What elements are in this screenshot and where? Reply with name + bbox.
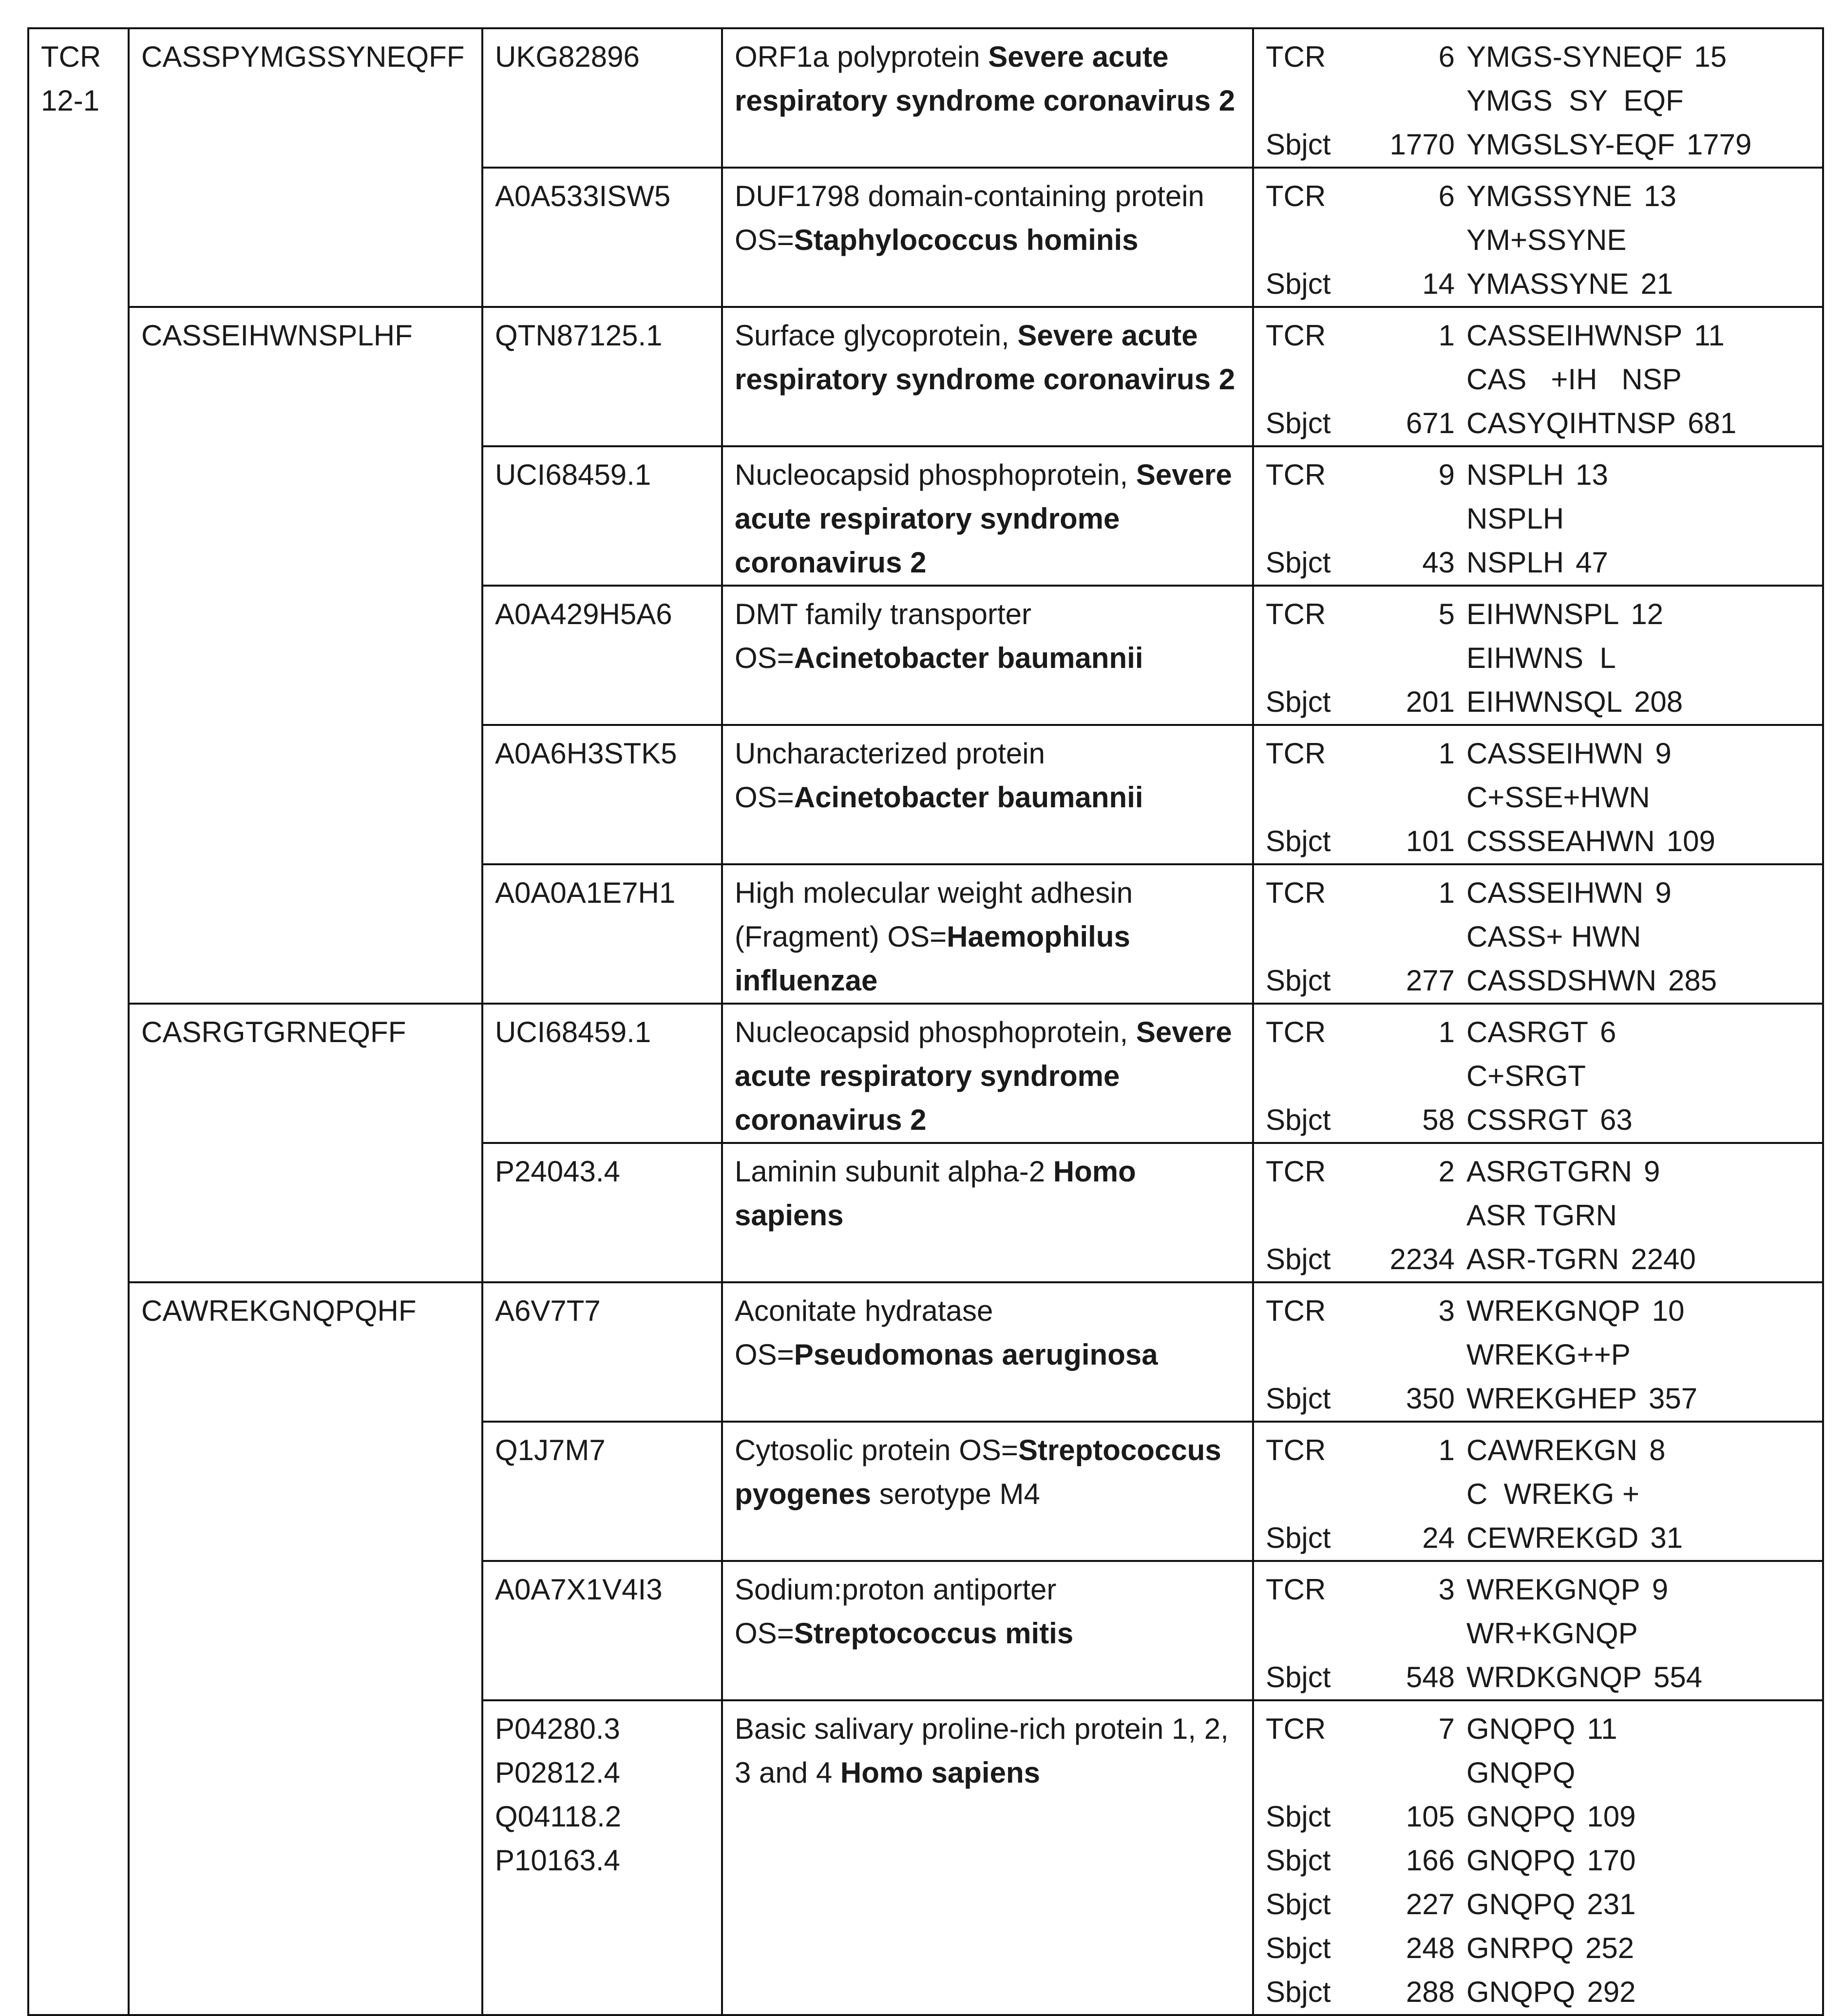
alignment-label: TCR — [1266, 737, 1326, 770]
subject-line — [1266, 1970, 1810, 2014]
alignment-start: 227 — [1406, 1888, 1455, 1921]
query-line — [1266, 871, 1810, 915]
query-line — [1266, 1707, 1810, 1751]
accession-id: P02812.4 — [495, 1756, 620, 1789]
alignment-sequence: YMASSYNE — [1466, 267, 1629, 300]
alignment-label: Sbjct — [1266, 407, 1331, 439]
alignment-start: 105 — [1406, 1800, 1455, 1833]
alignment-start: 1 — [1438, 1434, 1455, 1466]
alignment-cell — [1253, 1143, 1823, 1282]
accession-id: A0A533ISW5 — [495, 180, 671, 212]
alignment-sequence: CEWREKGD — [1466, 1522, 1639, 1554]
accession-id: P10163.4 — [495, 1844, 620, 1877]
subject-line — [1266, 401, 1810, 445]
table-row — [28, 1004, 1823, 1143]
description-cell — [722, 446, 1253, 586]
alignment-label: Sbjct — [1266, 1661, 1331, 1693]
alignment-start: 671 — [1406, 407, 1455, 439]
match-line: NSPLH — [1466, 502, 1564, 535]
alignment-end: 6 — [1600, 1016, 1616, 1048]
alignment-cell — [1253, 586, 1823, 725]
query-line — [1266, 35, 1810, 79]
description-cell — [722, 864, 1253, 1004]
alignment-end: 9 — [1655, 876, 1672, 909]
alignment-label: Sbjct — [1266, 1844, 1331, 1877]
description-cell — [722, 1143, 1253, 1282]
alignment-label: TCR — [1266, 876, 1326, 909]
alignment-start: 9 — [1438, 458, 1455, 491]
alignment-end: 208 — [1634, 685, 1683, 718]
alignment-label: TCR — [1266, 1573, 1326, 1606]
alignment-cell — [1253, 1004, 1823, 1143]
cdr3-cell — [129, 28, 482, 307]
alignment-start: 1770 — [1389, 128, 1455, 161]
cdr3-sequence: CASSEIHWNSPLHF — [141, 319, 413, 352]
accession-id: A0A0A1E7H1 — [495, 876, 676, 909]
protein-description: Surface glycoprotein, — [735, 319, 1018, 352]
accession-id: UKG82896 — [495, 40, 640, 73]
table-row — [28, 1282, 1823, 1422]
alignment-start: 288 — [1406, 1976, 1455, 2008]
alignment-start: 277 — [1406, 964, 1455, 997]
alignment-end: 13 — [1576, 458, 1608, 491]
subject-line — [1266, 541, 1810, 585]
cdr3-cell — [129, 1282, 482, 2015]
alignment-end: 15 — [1694, 40, 1727, 73]
alignment-sequence: YMGSLSY-EQF — [1466, 128, 1675, 161]
subject-line — [1266, 1516, 1810, 1560]
alignment-end: 170 — [1587, 1844, 1636, 1877]
alignment-end: 231 — [1587, 1888, 1636, 1921]
accession-cell — [482, 1561, 722, 1700]
subject-line — [1266, 819, 1810, 863]
protein-description: DUF1798 domain-containing protein OS= — [735, 180, 1204, 256]
alignment-start: 58 — [1422, 1103, 1455, 1136]
accession-id: P04280.3 — [495, 1712, 620, 1745]
query-line — [1266, 1568, 1810, 1612]
alignment-end: 357 — [1649, 1382, 1698, 1415]
accession-cell — [482, 586, 722, 725]
protein-description: DMT family transporter OS= — [735, 598, 1032, 674]
accession-cell — [482, 307, 722, 446]
match-line: GNQPQ — [1466, 1756, 1576, 1789]
alignment-sequence: GNQPQ — [1466, 1712, 1576, 1745]
alignment-start: 2 — [1438, 1155, 1455, 1188]
alignment-start: 201 — [1406, 685, 1455, 718]
match-line: WR+KGNQP — [1466, 1617, 1638, 1650]
organism-name: Acinetobacter baumannii — [794, 781, 1143, 814]
alignment-end: 554 — [1654, 1661, 1703, 1693]
alignment-sequence: YMGS-SYNEQF — [1466, 40, 1683, 73]
alignment-end: 9 — [1652, 1573, 1669, 1606]
match-line: WREKG++P — [1466, 1338, 1631, 1371]
alignment-label: Sbjct — [1266, 1800, 1331, 1833]
alignment-sequence: GNQPQ — [1466, 1888, 1576, 1921]
cdr3-sequence: CASRGTGRNEQFF — [141, 1016, 406, 1048]
alignment-label: Sbjct — [1266, 546, 1331, 579]
clone-label: TCR — [41, 40, 101, 73]
alignment-cell — [1253, 864, 1823, 1004]
alignment-sequence: YMGSSYNE — [1466, 180, 1633, 212]
protein-description: Nucleocapsid phosphoprotein, — [735, 1016, 1136, 1048]
alignment-sequence: CAWREKGN — [1466, 1434, 1638, 1466]
alignment-sequence: CSSRGT — [1466, 1103, 1589, 1136]
accession-cell — [482, 1422, 722, 1561]
alignment-cell — [1253, 446, 1823, 586]
alignment-start: 1 — [1438, 319, 1455, 352]
description-cell — [722, 1561, 1253, 1700]
alignment-label: TCR — [1266, 40, 1326, 73]
alignment-start: 1 — [1438, 1016, 1455, 1048]
alignment-start: 350 — [1406, 1382, 1455, 1415]
alignment-sequence: ASRGTGRN — [1466, 1155, 1633, 1188]
match-line: C+SRGT — [1466, 1060, 1586, 1092]
alignment-sequence: CASSDSHWN — [1466, 964, 1657, 997]
alignment-sequence: GNQPQ — [1466, 1976, 1576, 2008]
alignment-label: TCR — [1266, 1294, 1326, 1327]
alignment-end: 11 — [1694, 319, 1725, 352]
query-line — [1266, 1150, 1810, 1194]
match-line: YM+SSYNE — [1466, 224, 1627, 256]
description-cell — [722, 28, 1253, 168]
alignment-end: 10 — [1652, 1294, 1685, 1327]
match-line: C WREKG + — [1466, 1478, 1640, 1510]
alignment-label: Sbjct — [1266, 964, 1331, 997]
cdr3-cell — [129, 1004, 482, 1282]
alignment-end: 11 — [1587, 1712, 1617, 1745]
match-line: EIHWNS L — [1466, 642, 1616, 674]
alignment-start: 5 — [1438, 598, 1455, 630]
protein-description: Aconitate hydratase OS= — [735, 1294, 993, 1371]
query-line — [1266, 592, 1810, 636]
alignment-end: 1779 — [1686, 128, 1752, 161]
subject-line — [1266, 1795, 1810, 1839]
alignment-start: 548 — [1406, 1661, 1455, 1693]
query-line — [1266, 314, 1810, 358]
alignment-cell — [1253, 1700, 1823, 2015]
alignment-sequence: EIHWNSPL — [1466, 598, 1619, 630]
alignment-end: 2240 — [1631, 1243, 1696, 1275]
protein-description: Uncharacterized protein OS= — [735, 737, 1046, 814]
alignment-label: Sbjct — [1266, 1522, 1331, 1554]
alignment-cell — [1253, 1561, 1823, 1700]
alignment-end: 8 — [1649, 1434, 1666, 1466]
subject-line — [1266, 1237, 1810, 1281]
match-line: CAS +IH NSP — [1466, 363, 1682, 396]
alignment-label: Sbjct — [1266, 1103, 1331, 1136]
alignment-sequence: NSPLH — [1466, 546, 1564, 579]
query-line — [1266, 732, 1810, 776]
accession-id: P24043.4 — [495, 1155, 620, 1188]
alignment-start: 14 — [1422, 267, 1455, 300]
alignment-end: 13 — [1644, 180, 1676, 212]
accession-id: A0A429H5A6 — [495, 598, 672, 630]
protein-description: Cytosolic protein OS= — [735, 1434, 1018, 1466]
alignment-cell — [1253, 307, 1823, 446]
match-line: CASS+ HWN — [1466, 920, 1641, 953]
alignment-sequence: WREKGNQP — [1466, 1573, 1640, 1606]
accession-cell — [482, 864, 722, 1004]
query-line — [1266, 453, 1810, 497]
alignment-label: Sbjct — [1266, 267, 1331, 300]
accession-cell — [482, 1700, 722, 2015]
accession-cell — [482, 1004, 722, 1143]
table-row — [28, 307, 1823, 446]
alignment-sequence: CASSEIHWNSP — [1466, 319, 1683, 352]
alignment-end: 47 — [1576, 546, 1608, 579]
table-row — [28, 28, 1823, 168]
organism-name: Homo sapiens — [735, 1155, 1136, 1232]
protein-description: ORF1a polyprotein — [735, 40, 989, 73]
description-cell — [722, 1700, 1253, 2015]
protein-description: Basic salivary proline-rich protein 1, 2, 3 and 4 — [735, 1712, 1229, 1789]
accession-id: UCI68459.1 — [495, 1016, 651, 1048]
accession-cell — [482, 725, 722, 864]
alignment-start: 101 — [1406, 825, 1455, 857]
alignment-start: 6 — [1438, 40, 1455, 73]
alignment-label: Sbjct — [1266, 685, 1331, 718]
subject-line — [1266, 1883, 1810, 1926]
organism-name: Haemophilus influenzae — [735, 920, 1130, 997]
accession-cell — [482, 1143, 722, 1282]
alignment-start: 166 — [1406, 1844, 1455, 1877]
alignment-sequence: EIHWNSQL — [1466, 685, 1623, 718]
alignment-start: 3 — [1438, 1573, 1455, 1606]
alignment-end: 12 — [1631, 598, 1664, 630]
alignment-end: 9 — [1655, 737, 1672, 770]
alignment-label: TCR — [1266, 1434, 1326, 1466]
alignment-cell — [1253, 168, 1823, 307]
description-cell — [722, 307, 1253, 446]
alignment-end: 285 — [1668, 964, 1717, 997]
accession-id: QTN87125.1 — [495, 319, 663, 352]
clone-cell — [28, 28, 129, 2015]
alignment-label: Sbjct — [1266, 1932, 1331, 1964]
subject-line — [1266, 1839, 1810, 1883]
alignment-sequence: CSSSEAHWN — [1466, 825, 1655, 857]
description-cell — [722, 168, 1253, 307]
alignment-label: Sbjct — [1266, 1888, 1331, 1921]
organism-name: Acinetobacter baumannii — [794, 642, 1143, 674]
alignment-sequence: GNRPQ — [1466, 1932, 1574, 1964]
query-line — [1266, 174, 1810, 218]
accession-id: A6V7T7 — [495, 1294, 601, 1327]
description-cell — [722, 1004, 1253, 1143]
alignment-end: 21 — [1640, 267, 1673, 300]
match-line: ASR TGRN — [1466, 1199, 1617, 1232]
alignment-label: TCR — [1266, 1155, 1326, 1188]
alignment-label: Sbjct — [1266, 128, 1331, 161]
alignment-start: 248 — [1406, 1932, 1455, 1964]
alignment-label: Sbjct — [1266, 1243, 1331, 1275]
protein-description: Nucleocapsid phosphoprotein, — [735, 458, 1136, 491]
alignment-sequence: NSPLH — [1466, 458, 1564, 491]
alignment-label: TCR — [1266, 180, 1326, 212]
alignment-cell — [1253, 1422, 1823, 1561]
alignment-sequence: GNQPQ — [1466, 1844, 1576, 1877]
accession-id: Q1J7M7 — [495, 1434, 606, 1466]
alignment-label: Sbjct — [1266, 825, 1331, 857]
alignment-start: 3 — [1438, 1294, 1455, 1327]
organism-name: Severe acute respiratory syndrome coronavirus 2 — [735, 40, 1236, 117]
subject-line — [1266, 1377, 1810, 1421]
alignment-start: 43 — [1422, 546, 1455, 579]
subject-line — [1266, 959, 1810, 1003]
subject-line — [1266, 1098, 1810, 1142]
table-body — [28, 28, 1823, 2015]
match-line: YMGS SY EQF — [1466, 84, 1684, 117]
organism-name: Severe acute respiratory syndrome coronavirus 2 — [735, 458, 1232, 579]
alignment-start: 1 — [1438, 737, 1455, 770]
accession-id: A0A6H3STK5 — [495, 737, 677, 770]
alignment-cell — [1253, 1282, 1823, 1422]
alignment-start: 1 — [1438, 876, 1455, 909]
alignment-sequence: WREKGHEP — [1466, 1382, 1637, 1415]
alignment-sequence: WRDKGNQP — [1466, 1661, 1642, 1693]
alignment-start: 2234 — [1389, 1243, 1455, 1275]
alignment-sequence: CASRGT — [1466, 1016, 1589, 1048]
description-cell — [722, 586, 1253, 725]
alignment-label: TCR — [1266, 598, 1326, 630]
organism-name: Pseudomonas aeruginosa — [794, 1338, 1158, 1371]
accession-id: Q04118.2 — [495, 1800, 622, 1833]
protein-description: Sodium:proton antiporter OS= — [735, 1573, 1057, 1650]
query-line — [1266, 1289, 1810, 1333]
alignment-label: TCR — [1266, 319, 1326, 352]
accession-cell — [482, 168, 722, 307]
alignment-sequence: WREKGNQP — [1466, 1294, 1640, 1327]
accession-cell — [482, 1282, 722, 1422]
subject-line — [1266, 262, 1810, 306]
alignment-end: 109 — [1587, 1800, 1636, 1833]
cdr3-sequence: CASSPYMGSSYNEQFF — [141, 40, 465, 73]
accession-id: A0A7X1V4I3 — [495, 1573, 663, 1606]
protein-description: High molecular weight adhesin (Fragment) OS= — [735, 876, 1133, 953]
alignment-start: 7 — [1438, 1712, 1455, 1745]
alignment-label: TCR — [1266, 1016, 1326, 1048]
alignment-cell — [1253, 725, 1823, 864]
organism-name: Streptococcus mitis — [794, 1617, 1074, 1650]
alignment-sequence: CASYQIHTNSP — [1466, 407, 1676, 439]
accession-cell — [482, 446, 722, 586]
alignment-start: 24 — [1422, 1522, 1455, 1554]
description-cell — [722, 725, 1253, 864]
match-line: C+SSE+HWN — [1466, 781, 1650, 814]
organism-name: Severe acute respiratory syndrome coronavirus 2 — [735, 319, 1236, 396]
alignment-label: TCR — [1266, 458, 1326, 491]
query-line — [1266, 1010, 1810, 1054]
alignment-label: TCR — [1266, 1712, 1326, 1745]
alignment-end: 252 — [1585, 1932, 1635, 1964]
organism-name: Staphylococcus hominis — [794, 224, 1139, 256]
alignment-sequence: GNQPQ — [1466, 1800, 1576, 1833]
subject-line — [1266, 1926, 1810, 1970]
subject-line — [1266, 680, 1810, 724]
accession-id: UCI68459.1 — [495, 458, 651, 491]
alignment-end: 9 — [1644, 1155, 1660, 1188]
protein-description: serotype M4 — [871, 1478, 1040, 1510]
alignment-end: 31 — [1650, 1522, 1683, 1554]
alignment-sequence: ASR-TGRN — [1466, 1243, 1619, 1275]
alignment-label: Sbjct — [1266, 1382, 1331, 1415]
cdr3-cell — [129, 307, 482, 1004]
blast-results-table — [27, 27, 1824, 2016]
accession-cell — [482, 28, 722, 168]
alignment-label: Sbjct — [1266, 1976, 1331, 2008]
alignment-end: 63 — [1600, 1103, 1633, 1136]
cdr3-sequence: CAWREKGNQPQHF — [141, 1294, 417, 1327]
description-cell — [722, 1282, 1253, 1422]
alignment-sequence: CASSEIHWN — [1466, 737, 1644, 770]
subject-line — [1266, 1655, 1810, 1699]
alignment-end: 292 — [1587, 1976, 1636, 2008]
description-cell — [722, 1422, 1253, 1561]
clone-label: 12-1 — [41, 84, 100, 117]
organism-name: Streptococcus pyogenes — [735, 1434, 1221, 1510]
alignment-end: 681 — [1688, 407, 1737, 439]
query-line — [1266, 1428, 1810, 1472]
organism-name: Homo sapiens — [840, 1756, 1040, 1789]
protein-description: Laminin subunit alpha-2 — [735, 1155, 1053, 1188]
subject-line — [1266, 123, 1810, 167]
alignment-start: 6 — [1438, 180, 1455, 212]
alignment-cell — [1253, 28, 1823, 168]
organism-name: Severe acute respiratory syndrome coronavirus 2 — [735, 1016, 1232, 1136]
alignment-sequence: CASSEIHWN — [1466, 876, 1644, 909]
alignment-end: 109 — [1666, 825, 1715, 857]
